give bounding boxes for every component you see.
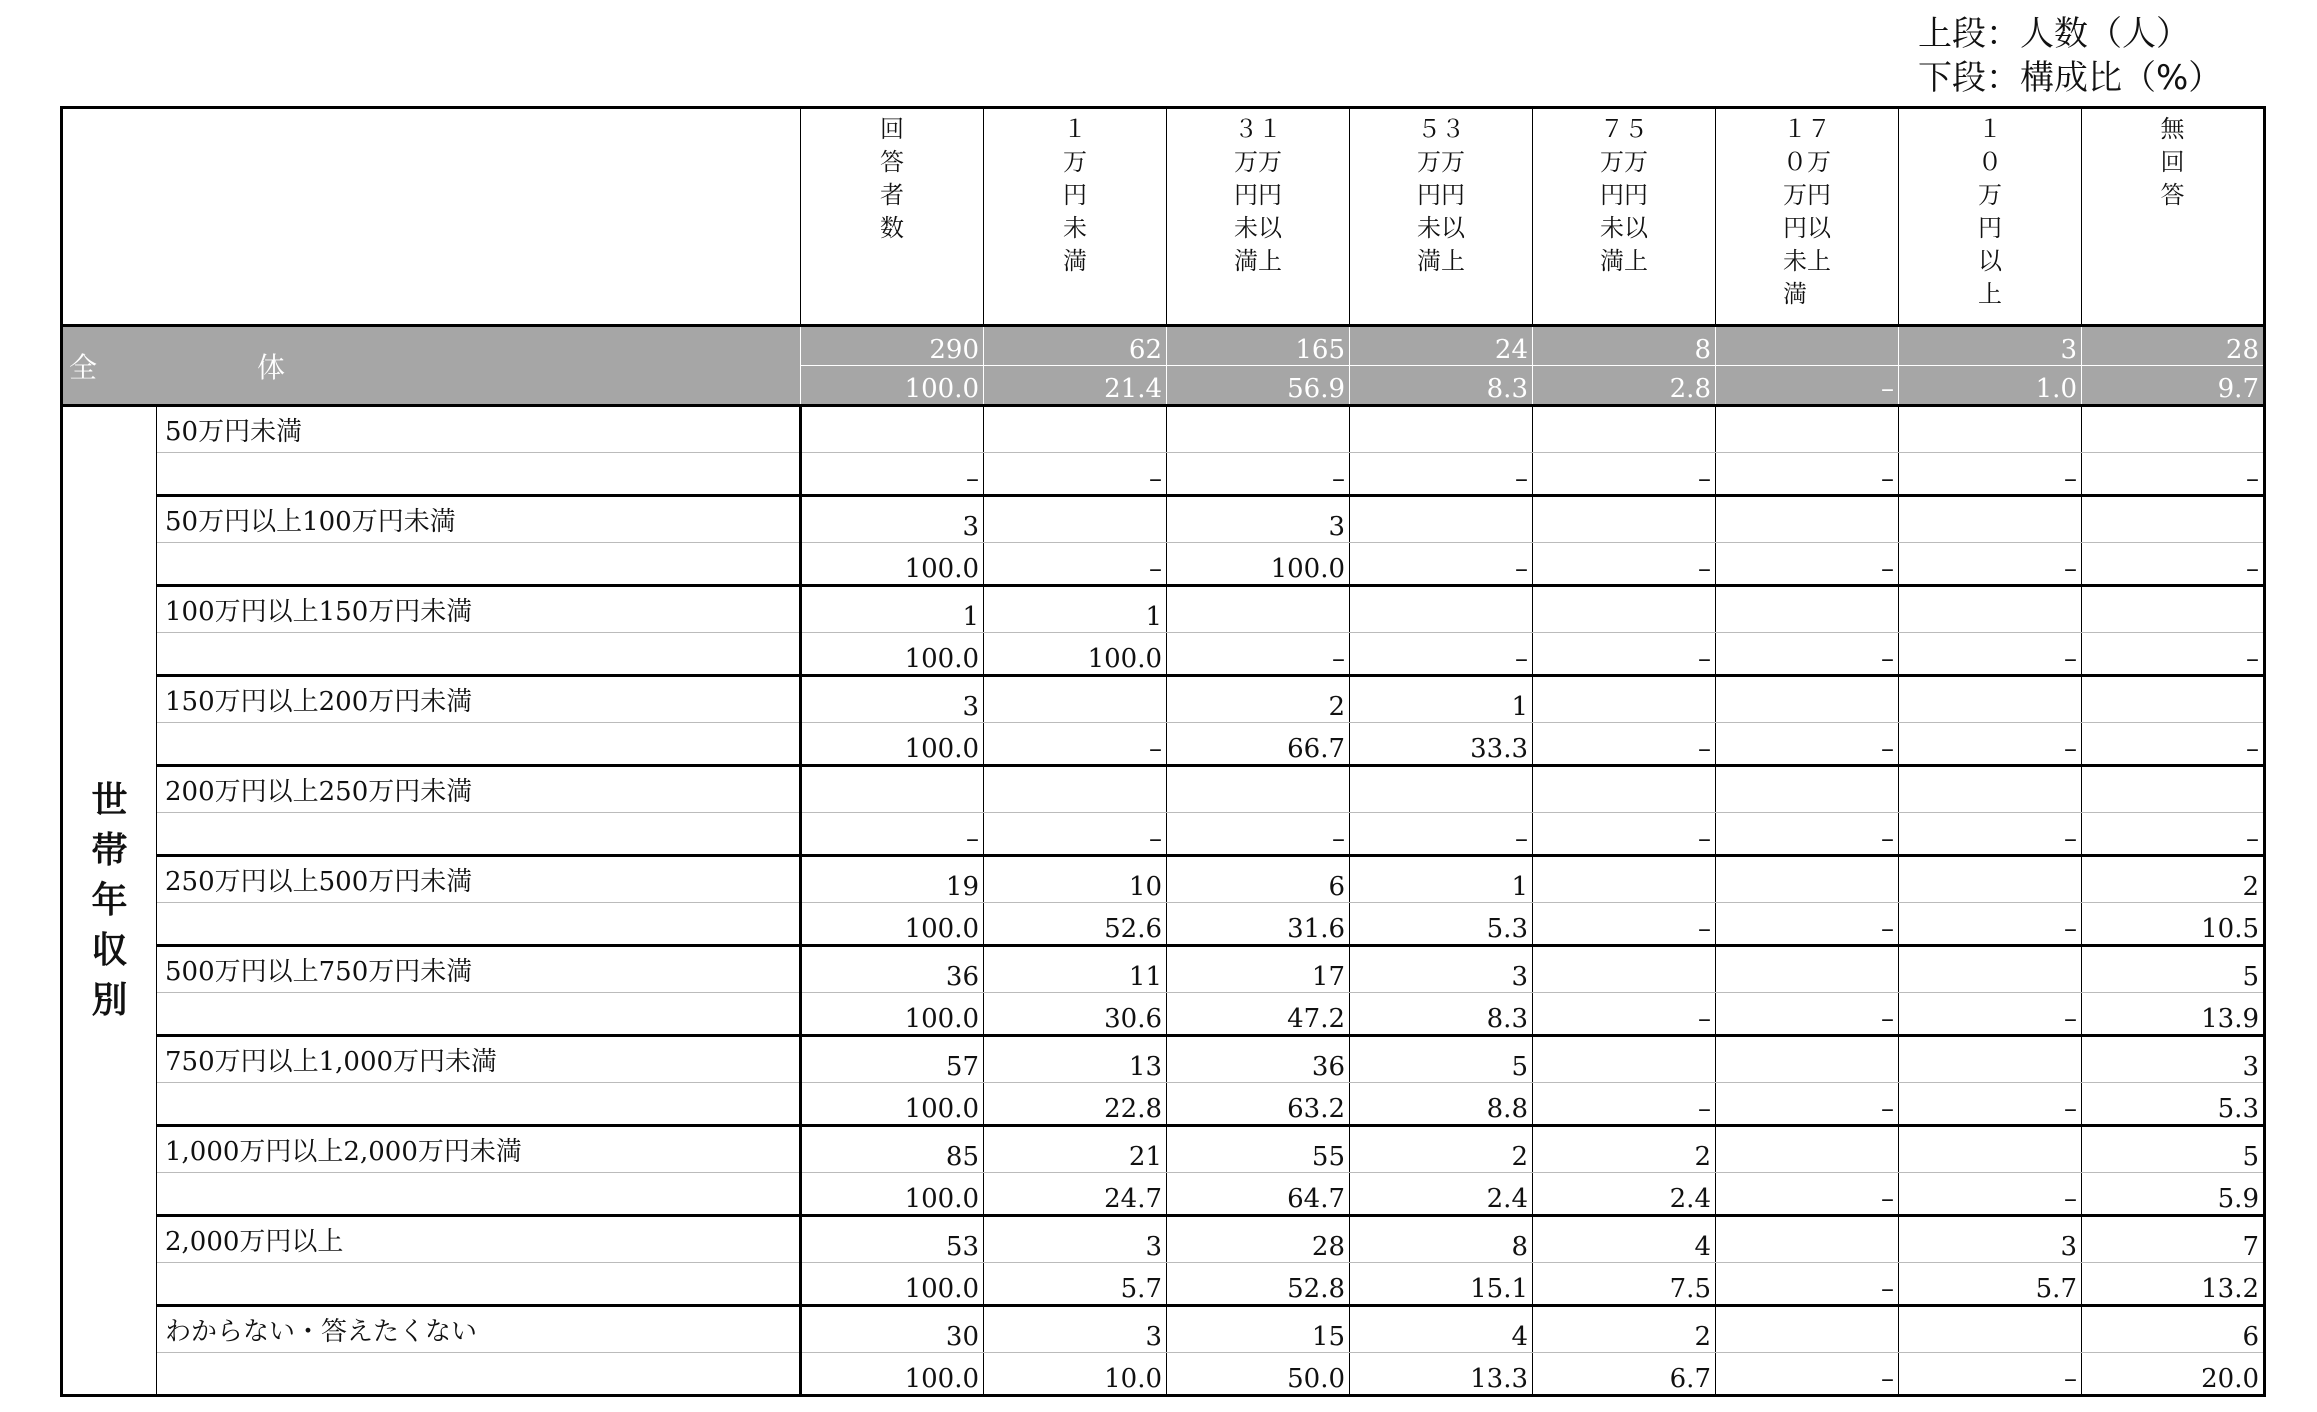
percent-cell: 47.2 (1167, 993, 1350, 1036)
total-percent-cell: – (1716, 366, 1899, 406)
count-cell: 2 (1167, 676, 1350, 723)
row-label-empty (157, 903, 801, 946)
count-cell: 36 (1167, 1036, 1350, 1083)
percent-cell: 2.4 (1350, 1173, 1533, 1216)
count-cell: 5 (2082, 1126, 2265, 1173)
percent-cell: – (1533, 723, 1716, 766)
count-cell (801, 766, 984, 813)
count-cell (984, 676, 1167, 723)
total-count-cell: 165 (1167, 326, 1350, 366)
count-cell: 2 (1533, 1306, 1716, 1353)
table-row (62, 1083, 2265, 1126)
count-cell (801, 406, 984, 453)
percent-cell: – (1899, 633, 2082, 676)
row-label: 50万円以上100万円未満 (157, 496, 801, 543)
row-label-empty (157, 453, 801, 496)
legend-line-percent: 下段：構成比（%） (1918, 58, 2223, 98)
count-cell: 3 (801, 496, 984, 543)
column-header-label: １ ０ 万 円 以 上 (1978, 115, 2002, 308)
column-header (984, 108, 1167, 326)
table-row (62, 406, 2265, 453)
count-cell (1167, 586, 1350, 633)
row-label-empty (157, 633, 801, 676)
count-cell (1533, 586, 1716, 633)
percent-cell: – (984, 723, 1167, 766)
count-cell (984, 766, 1167, 813)
percent-cell: – (1716, 723, 1899, 766)
table-row (62, 453, 2265, 496)
column-header (1899, 108, 2082, 326)
percent-cell: – (984, 543, 1167, 586)
percent-cell: 24.7 (984, 1173, 1167, 1216)
table-row (62, 856, 2265, 903)
percent-cell: – (1716, 1173, 1899, 1216)
percent-cell: 100.0 (801, 633, 984, 676)
count-cell (1350, 406, 1533, 453)
table-row (62, 766, 2265, 813)
count-cell (1899, 946, 2082, 993)
percent-cell: – (1899, 543, 2082, 586)
count-cell (1350, 496, 1533, 543)
percent-cell: 5.7 (984, 1263, 1167, 1306)
table-row (62, 496, 2265, 543)
percent-cell: – (1167, 813, 1350, 856)
count-cell (1899, 1036, 2082, 1083)
percent-cell: – (1716, 1263, 1899, 1306)
percent-cell: – (1533, 543, 1716, 586)
crosstab-table (60, 106, 2266, 1397)
count-cell: 1 (801, 586, 984, 633)
count-cell (1899, 406, 2082, 453)
table-row (62, 1306, 2265, 1353)
table-row (62, 1173, 2265, 1216)
count-cell (2082, 406, 2265, 453)
percent-cell: – (1350, 813, 1533, 856)
percent-cell: – (1716, 993, 1899, 1036)
total-count-cell: 28 (2082, 326, 2265, 366)
total-count-cell: 3 (1899, 326, 2082, 366)
count-cell: 3 (1167, 496, 1350, 543)
count-cell (2082, 586, 2265, 633)
percent-cell: – (1350, 543, 1533, 586)
count-cell (1533, 946, 1716, 993)
row-label: 250万円以上500万円未満 (157, 856, 801, 903)
percent-cell: 8.8 (1350, 1083, 1533, 1126)
percent-cell: – (1167, 633, 1350, 676)
percent-cell: 64.7 (1167, 1173, 1350, 1216)
percent-cell: – (2082, 813, 2265, 856)
count-cell: 36 (801, 946, 984, 993)
percent-cell: 13.2 (2082, 1263, 2265, 1306)
percent-cell: – (1533, 1083, 1716, 1126)
total-percent-cell: 56.9 (1167, 366, 1350, 406)
row-label: 100万円以上150万円未満 (157, 586, 801, 633)
count-cell: 2 (1533, 1126, 1716, 1173)
table-row (62, 1126, 2265, 1173)
row-label-empty (157, 543, 801, 586)
row-label: 500万円以上750万円未満 (157, 946, 801, 993)
count-cell: 5 (1350, 1036, 1533, 1083)
row-label: わからない・答えたくない (157, 1306, 801, 1353)
percent-cell: – (1716, 1353, 1899, 1396)
count-cell: 1 (984, 586, 1167, 633)
column-header-label: １ 万 円 未 満 (1063, 115, 1087, 275)
count-cell: 28 (1167, 1216, 1350, 1263)
percent-cell: 13.9 (2082, 993, 2265, 1036)
count-cell (1533, 766, 1716, 813)
column-header (2082, 108, 2265, 326)
percent-cell: – (1899, 813, 2082, 856)
percent-cell: – (1533, 633, 1716, 676)
percent-cell: – (1350, 453, 1533, 496)
count-cell: 3 (1899, 1216, 2082, 1263)
percent-cell: – (1899, 1353, 2082, 1396)
group-label-text: 世 帯 年 収 別 (91, 779, 128, 1021)
table-row (62, 633, 2265, 676)
percent-cell: – (2082, 543, 2265, 586)
percent-cell: – (1716, 903, 1899, 946)
count-cell: 7 (2082, 1216, 2265, 1263)
table-row (62, 1353, 2265, 1396)
count-cell: 11 (984, 946, 1167, 993)
count-cell: 1 (1350, 676, 1533, 723)
count-cell (1533, 676, 1716, 723)
count-cell: 3 (1350, 946, 1533, 993)
percent-cell: 100.0 (801, 543, 984, 586)
percent-cell: 100.0 (801, 993, 984, 1036)
count-cell: 6 (2082, 1306, 2265, 1353)
percent-cell: 100.0 (801, 1353, 984, 1396)
table-row (62, 543, 2265, 586)
percent-cell: 30.6 (984, 993, 1167, 1036)
percent-cell: – (1533, 993, 1716, 1036)
table-row (62, 813, 2265, 856)
row-label-empty (157, 1173, 801, 1216)
percent-cell: – (984, 453, 1167, 496)
percent-cell: 10.0 (984, 1353, 1167, 1396)
percent-cell: 22.8 (984, 1083, 1167, 1126)
table-row (62, 903, 2265, 946)
percent-cell: 7.5 (1533, 1263, 1716, 1306)
row-label-empty (157, 723, 801, 766)
count-cell: 3 (2082, 1036, 2265, 1083)
percent-cell: – (1533, 453, 1716, 496)
percent-cell: – (2082, 633, 2265, 676)
total-count-cell: 8 (1533, 326, 1716, 366)
count-cell (1716, 1126, 1899, 1173)
percent-cell: 5.3 (1350, 903, 1533, 946)
percent-cell: – (1899, 723, 2082, 766)
percent-cell: – (1716, 1083, 1899, 1126)
count-cell: 10 (984, 856, 1167, 903)
column-header (801, 108, 984, 326)
count-cell: 2 (1350, 1126, 1533, 1173)
percent-cell: 5.3 (2082, 1083, 2265, 1126)
count-cell (2082, 496, 2265, 543)
total-count-cell: 62 (984, 326, 1167, 366)
percent-cell: – (801, 813, 984, 856)
count-cell (1716, 766, 1899, 813)
count-cell: 85 (801, 1126, 984, 1173)
percent-cell: 52.6 (984, 903, 1167, 946)
count-cell: 55 (1167, 1126, 1350, 1173)
count-cell: 19 (801, 856, 984, 903)
count-cell (1716, 496, 1899, 543)
column-header (1716, 108, 1899, 326)
column-header-label: ３１ 万万 円円 未以 満上 (1234, 115, 1282, 275)
percent-cell: 31.6 (1167, 903, 1350, 946)
percent-cell: 20.0 (2082, 1353, 2265, 1396)
count-cell (1716, 676, 1899, 723)
total-percent-cell: 8.3 (1350, 366, 1533, 406)
percent-cell: 15.1 (1350, 1263, 1533, 1306)
table-row (62, 993, 2265, 1036)
row-label: 200万円以上250万円未満 (157, 766, 801, 813)
percent-cell: – (1716, 453, 1899, 496)
percent-cell: 50.0 (1167, 1353, 1350, 1396)
count-cell (1167, 406, 1350, 453)
count-cell: 3 (984, 1216, 1167, 1263)
percent-cell: 13.3 (1350, 1353, 1533, 1396)
group-label (62, 406, 157, 1396)
count-cell (1716, 1216, 1899, 1263)
percent-cell: 6.7 (1533, 1353, 1716, 1396)
percent-cell: 100.0 (801, 723, 984, 766)
total-count-cell: 290 (801, 326, 984, 366)
table-row (62, 1216, 2265, 1263)
percent-cell: 66.7 (1167, 723, 1350, 766)
count-cell (2082, 766, 2265, 813)
table-row (62, 676, 2265, 723)
percent-cell: – (1533, 903, 1716, 946)
count-cell (984, 496, 1167, 543)
percent-cell: – (801, 453, 984, 496)
percent-cell: – (1899, 1083, 2082, 1126)
count-cell (1899, 766, 2082, 813)
count-cell: 30 (801, 1306, 984, 1353)
total-percent-cell: 9.7 (2082, 366, 2265, 406)
percent-cell: – (2082, 453, 2265, 496)
percent-cell: – (1899, 993, 2082, 1036)
table-row (62, 1263, 2265, 1306)
count-cell (1533, 496, 1716, 543)
count-cell (984, 406, 1167, 453)
percent-cell: 8.3 (1350, 993, 1533, 1036)
total-label-b: 体 (257, 350, 286, 384)
header-row (62, 108, 2265, 326)
row-label: 50万円未満 (157, 406, 801, 453)
count-cell: 3 (801, 676, 984, 723)
row-label-empty (157, 1083, 801, 1126)
count-cell (1533, 406, 1716, 453)
count-cell: 53 (801, 1216, 984, 1263)
percent-cell: – (1350, 633, 1533, 676)
count-cell (1716, 856, 1899, 903)
count-cell: 57 (801, 1036, 984, 1083)
count-cell (1716, 406, 1899, 453)
percent-cell: 2.4 (1533, 1173, 1716, 1216)
column-header-label: 回 答 者 数 (880, 115, 904, 242)
total-label-a: 全 (69, 350, 98, 384)
count-cell (1716, 946, 1899, 993)
table-row (62, 723, 2265, 766)
legend (1918, 12, 2222, 100)
row-label-empty (157, 1353, 801, 1396)
percent-cell: – (2082, 723, 2265, 766)
header-corner (62, 108, 801, 326)
column-header-label: １７ ０万 万円 円以 未上 満 (1783, 115, 1831, 308)
percent-cell: 63.2 (1167, 1083, 1350, 1126)
count-cell: 2 (2082, 856, 2265, 903)
percent-cell: – (1716, 633, 1899, 676)
count-cell (1899, 496, 2082, 543)
legend-line-count: 上段：人数（人） (1918, 14, 2190, 54)
count-cell: 3 (984, 1306, 1167, 1353)
count-cell: 6 (1167, 856, 1350, 903)
count-cell: 1 (1350, 856, 1533, 903)
count-cell (1899, 676, 2082, 723)
row-label-empty (157, 993, 801, 1036)
total-count-cell: 24 (1350, 326, 1533, 366)
table-row (62, 586, 2265, 633)
count-cell (1716, 1306, 1899, 1353)
column-header-label: ７５ 万万 円円 未以 満上 (1600, 115, 1648, 275)
total-count-cell (1716, 326, 1899, 366)
column-header (1350, 108, 1533, 326)
percent-cell: 100.0 (984, 633, 1167, 676)
count-cell: 8 (1350, 1216, 1533, 1263)
row-label: 2,000万円以上 (157, 1216, 801, 1263)
percent-cell: 5.7 (1899, 1263, 2082, 1306)
count-cell (1167, 766, 1350, 813)
percent-cell: – (984, 813, 1167, 856)
row-label-empty (157, 813, 801, 856)
percent-cell: 100.0 (801, 1263, 984, 1306)
count-cell: 17 (1167, 946, 1350, 993)
percent-cell: – (1167, 453, 1350, 496)
count-cell: 5 (2082, 946, 2265, 993)
total-row-counts (62, 326, 2265, 366)
percent-cell: 100.0 (801, 903, 984, 946)
count-cell (1899, 1306, 2082, 1353)
count-cell (1350, 766, 1533, 813)
percent-cell: 100.0 (801, 1083, 984, 1126)
count-cell: 4 (1533, 1216, 1716, 1263)
total-percent-cell: 100.0 (801, 366, 984, 406)
column-header (1533, 108, 1716, 326)
count-cell: 13 (984, 1036, 1167, 1083)
row-label: 750万円以上1,000万円未満 (157, 1036, 801, 1083)
count-cell: 4 (1350, 1306, 1533, 1353)
percent-cell: 52.8 (1167, 1263, 1350, 1306)
count-cell (1899, 1126, 2082, 1173)
count-cell (1533, 856, 1716, 903)
row-label: 1,000万円以上2,000万円未満 (157, 1126, 801, 1173)
count-cell: 21 (984, 1126, 1167, 1173)
count-cell (1899, 856, 2082, 903)
percent-cell: – (1716, 543, 1899, 586)
row-label: 150万円以上200万円未満 (157, 676, 801, 723)
percent-cell: – (1899, 453, 2082, 496)
percent-cell: 5.9 (2082, 1173, 2265, 1216)
percent-cell: – (1899, 1173, 2082, 1216)
count-cell (1899, 586, 2082, 633)
column-header (1167, 108, 1350, 326)
table-row (62, 946, 2265, 993)
count-cell (1716, 1036, 1899, 1083)
percent-cell: 100.0 (1167, 543, 1350, 586)
column-header-label: 無 回 答 (2160, 115, 2185, 209)
total-percent-cell: 2.8 (1533, 366, 1716, 406)
count-cell (1716, 586, 1899, 633)
count-cell (2082, 676, 2265, 723)
total-label (62, 326, 801, 406)
total-percent-cell: 21.4 (984, 366, 1167, 406)
percent-cell: – (1716, 813, 1899, 856)
count-cell (1533, 1036, 1716, 1083)
count-cell: 15 (1167, 1306, 1350, 1353)
percent-cell: – (1533, 813, 1716, 856)
column-header-label: ５３ 万万 円円 未以 満上 (1417, 115, 1465, 275)
percent-cell: 100.0 (801, 1173, 984, 1216)
row-label-empty (157, 1263, 801, 1306)
percent-cell: 10.5 (2082, 903, 2265, 946)
percent-cell: 33.3 (1350, 723, 1533, 766)
table-row (62, 1036, 2265, 1083)
count-cell (1350, 586, 1533, 633)
total-percent-cell: 1.0 (1899, 366, 2082, 406)
percent-cell: – (1899, 903, 2082, 946)
